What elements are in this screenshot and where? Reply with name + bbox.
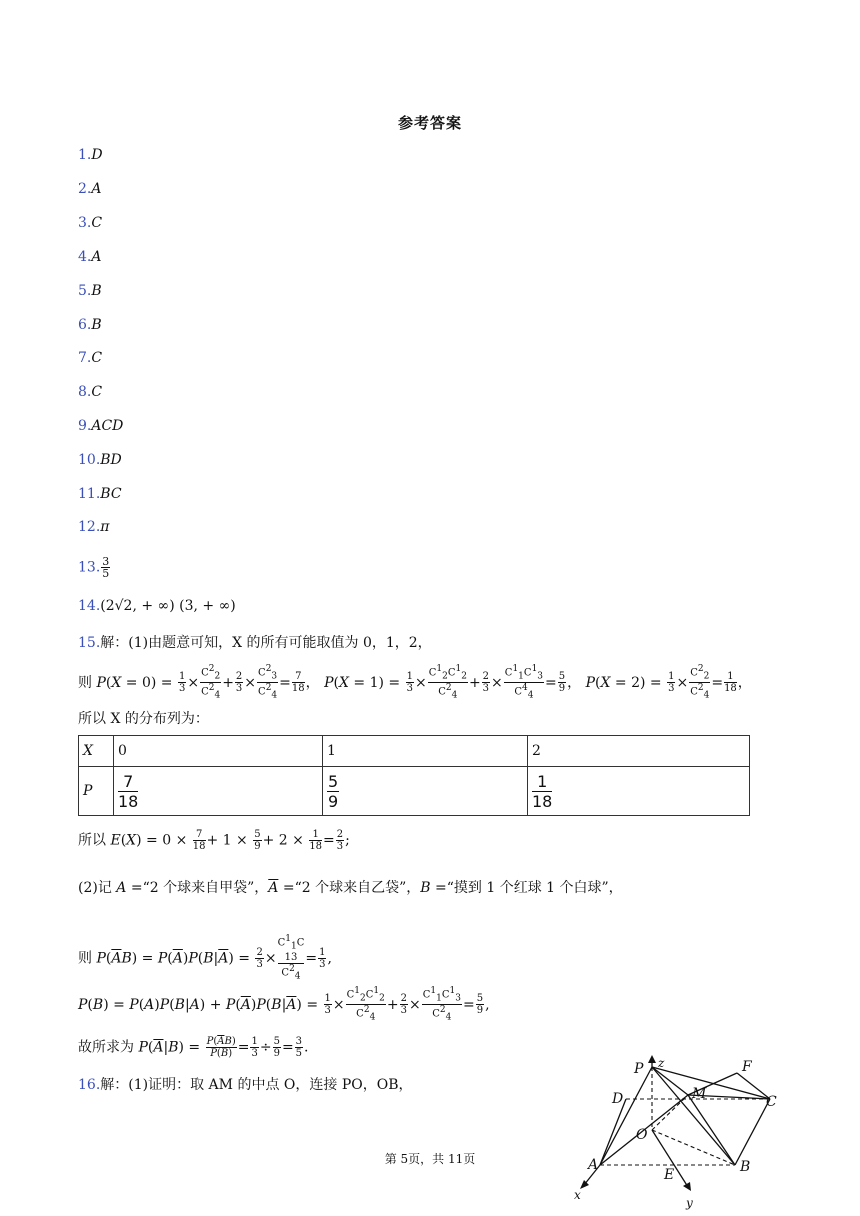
edge-OM-dashed [652,1095,688,1130]
edge-PM [652,1067,688,1095]
answer-item [78,350,102,366]
question-number: 13. [78,559,101,576]
y-arrow [683,1182,691,1191]
q15-part2: (2)记 A =“2 个球来自甲袋”，$\overline{A}$ =“2 个球来自乙袋”，B =“摸到 1 个红球 1 个白球”， [78,880,623,896]
question-number: 4. [78,249,92,265]
answer-value: A [91,181,102,197]
question-number: 12. [78,519,101,535]
question-number: 10. [78,452,101,468]
answer-item [78,215,102,231]
label-C: C [766,1094,777,1110]
answer-value: π [100,519,110,535]
label-A: A [588,1157,599,1173]
label-B: B [740,1159,751,1175]
question-number: 16. [78,1077,101,1093]
question-number: 11. [78,486,101,502]
solution-text: 解：(1)由题意可知，X 的所有可能取值为 0，1，2， [100,635,432,651]
answer-item [78,519,109,535]
answer-value: D [91,147,103,163]
question-number: 2. [78,181,92,197]
label-O: O [636,1127,648,1143]
q15-line1 [78,632,432,652]
question-number: 8. [78,384,92,400]
table-cell: 1 [323,736,528,767]
label-E: E [664,1167,675,1183]
q15-expectation: 所以 E(X) = 0 × $\frac{7}{18}$ + 1 × $\frac{5}{9}$ + 2 × $\frac{1}{18}$ = $\frac{2}{3}$ ; [78,829,350,852]
label-F: F [742,1059,752,1075]
q15-line3: 所以 X 的分布列为： [78,711,209,727]
fraction-numerator: 3 [102,555,110,568]
q15-total-prob: $P(B) = P(A)P(B|A) + P(\overline{A})P(B|\overline{A})$ = $\frac{1}{3}$ × $\frac{C^1_2C^1_2}{C^2_4}$ + $\frac{2}{3}$ × $\frac{C^1_1C^1_3}{C^2_4}$ = $\frac{5}{9}$ , [78,986,490,1023]
table-header-p: P [79,767,114,816]
distribution-table [78,735,750,816]
z-arrow [648,1055,656,1063]
question-number: 3. [78,215,92,231]
edge-PC [652,1067,770,1099]
answer-value: BC [100,486,122,502]
q16-line1 [78,1074,412,1094]
label-y: y [686,1196,693,1210]
label-z: z [658,1056,665,1070]
answer-item [78,181,101,197]
answer-item [78,147,103,163]
answer-text: (2√2, + ∞) (3, + ∞) [100,598,236,614]
answer-value: C [91,384,103,400]
answer-value: ACD [91,418,124,434]
answer-value: B [91,283,102,299]
answer-value: C [91,215,103,231]
answer-item [78,249,101,265]
table-cell: $\frac{1}{18}$ [528,767,750,816]
answer-item [78,317,102,333]
label-P: P [634,1061,644,1077]
solution-text: 解：(1)证明：取 AM 的中点 O，连接 PO，OB， [100,1077,413,1093]
label-x: x [574,1188,581,1202]
page-footer: 第 5页，共 11页 [384,1152,476,1166]
answer-item [78,486,122,502]
q15-line2: 则 P(X = 0) = $\frac{1}{3}$ × $\frac{C^2_2}{C^2_4}$ + $\frac{2}{3}$ × $\frac{C^2_3}{C^2_4}$ = $\frac{7}{18}$ ， P(X = 1) = $\frac{1}{3}$ × $\frac{C^1_2C^1_2}{C^2_4}$ + $\frac{2}{3}$ × $\frac{C^1_1C^1_3}{C^4_4}$ = $\frac{5}{9}$ ， P(X = 2) = $\frac{1}{3}$ × $\frac{C^2_2}{C^2_4}$ = $\frac{1}{18}$ ， [78,664,752,701]
question-number: 7. [78,350,92,366]
answer-14 [78,598,236,614]
question-number: 15. [78,635,101,651]
table-cell: $\frac{7}{18}$ [114,767,323,816]
label-D: D [612,1091,624,1107]
table-cell: 0 [114,736,323,767]
question-number: 5. [78,283,92,299]
fraction-denominator: 5 [102,567,110,580]
label-M: M [692,1086,707,1102]
page-title: 参考答案 [397,114,462,132]
answer-item [78,418,123,434]
q15-final: 故所求为 $P(\overline{A}|B)$ = $\frac{P(\overline{A}B)}{P(B)}$ = $\frac{1}{3}$ ÷ $\frac{5}{9}$ = $\frac{3}{5}$ . [78,1036,309,1059]
answer-item [78,384,102,400]
answer-13 [78,556,111,579]
answer-item [78,452,122,468]
answer-value: BD [100,452,122,468]
table-cell: $\frac{5}{9}$ [323,767,528,816]
answer-value: B [91,317,102,333]
answer-item [78,283,102,299]
question-number: 1. [78,147,92,163]
answer-value: C [91,350,103,366]
question-number: 14. [78,598,101,614]
geometry-figure [570,1055,790,1215]
table-cell: 2 [528,736,750,767]
table-header-x: X [79,736,114,767]
q15-conditional: 则 $P(\overline{A}B) = P(\overline{A})P(B|\overline{A})$ = $\frac{2}{3}$ × $C^1_1C$ 13 $C^2_4$ = $\frac{1}{3}$ , [78,934,332,982]
question-number: 9. [78,418,92,434]
question-number: 6. [78,317,92,333]
answer-value: A [91,249,102,265]
